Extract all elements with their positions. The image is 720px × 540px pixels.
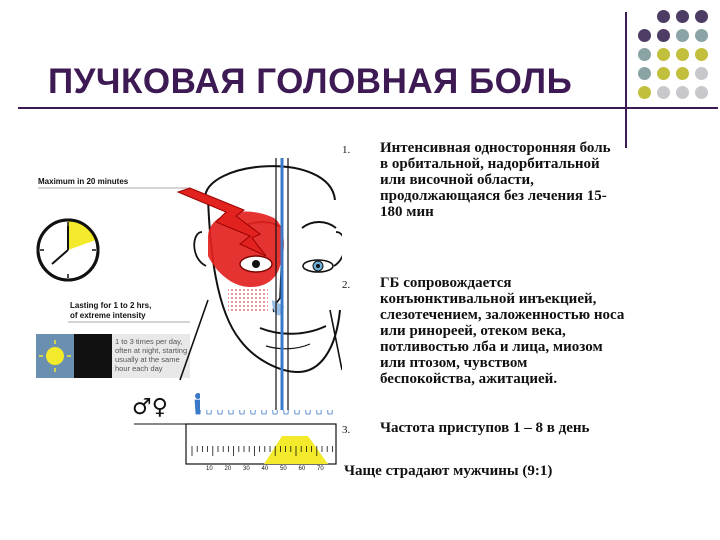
decorative-dot: [676, 10, 689, 23]
sun-icon: [46, 347, 64, 365]
decorative-dot: [695, 86, 708, 99]
decorative-dot: [638, 29, 651, 42]
item-number: 1.: [342, 144, 351, 156]
decorative-dot: [676, 86, 689, 99]
item-text-line: ГБ сопровождается: [380, 275, 512, 291]
item-text-line: конъюнктивальной инъекцией,: [380, 291, 597, 307]
decorative-dot-grid: [638, 10, 716, 110]
gender-symbols: ♂♀: [132, 395, 168, 420]
decorative-horizontal-rule: [18, 107, 718, 109]
item-text-line: 180 мин: [380, 204, 434, 220]
item-text-line: в орбитальной, надорбитальной: [380, 156, 600, 172]
item-text-line: или височной области,: [380, 172, 534, 188]
item-text-line: Частота приступов 1 – 8 в день: [380, 420, 590, 436]
decorative-dot: [638, 67, 651, 80]
lasting-label: Lasting for 1 to 2 hrs, of extreme intensity: [70, 301, 152, 320]
item-text-line: потливостью лба и лица, миозом: [380, 339, 603, 355]
decorative-dot: [676, 48, 689, 61]
decorative-dot: [657, 86, 670, 99]
day-night-panel: [36, 334, 190, 378]
item-text-line: Интенсивная односторонняя боль: [380, 140, 611, 156]
age-tick-label: 70: [317, 466, 324, 470]
item-text-line: или птозом, чувством: [380, 355, 528, 371]
item-number: 3.: [342, 424, 351, 436]
max-label: Maximum in 20 minutes: [38, 177, 129, 186]
item-text-line: продолжающаяся без лечения 15-: [380, 188, 607, 204]
age-tick-label: 40: [261, 466, 269, 470]
item-text-line: или ринореей, отеком века,: [380, 323, 566, 339]
item-text: [380, 420, 685, 436]
decorative-dot: [657, 67, 670, 80]
decorative-dot: [695, 67, 708, 80]
decorative-dot: [676, 67, 689, 80]
decorative-dot: [695, 10, 708, 23]
decorative-dot: [657, 29, 670, 42]
cluster-headache-illustration: [30, 140, 342, 470]
item-text-line: слезотечением, заложенностью носа: [380, 307, 625, 323]
decorative-dot: [638, 86, 651, 99]
decorative-dot: [657, 10, 670, 23]
decorative-vertical-rule: [625, 12, 627, 148]
decorative-dot: [695, 29, 708, 42]
decorative-dot: [638, 48, 651, 61]
frequency-label: 1 to 3 times per day, often at night, starting usually at the same hour each day: [115, 337, 188, 373]
age-tick-label: 20: [224, 466, 232, 470]
decorative-dot: [676, 29, 689, 42]
clock-icon: [38, 220, 98, 280]
footer-note: Чаще страдают мужчины (9:1): [344, 463, 553, 479]
decorative-dot: [657, 48, 670, 61]
age-tick-label: 60: [298, 466, 306, 470]
item-text: [380, 140, 685, 220]
decorative-dot: [695, 48, 708, 61]
age-tick-label: 50: [280, 466, 287, 470]
age-tick-label: 10: [206, 466, 213, 470]
item-text: [380, 275, 685, 387]
slide-title: ПУЧКОВАЯ ГОЛОВНАЯ БОЛЬ: [48, 62, 573, 101]
age-tick-label: 30: [243, 466, 250, 470]
age-histogram-icon: [186, 424, 336, 470]
item-number: 2.: [342, 279, 351, 291]
item-text-line: беспокойства, ажитацией.: [380, 371, 558, 387]
